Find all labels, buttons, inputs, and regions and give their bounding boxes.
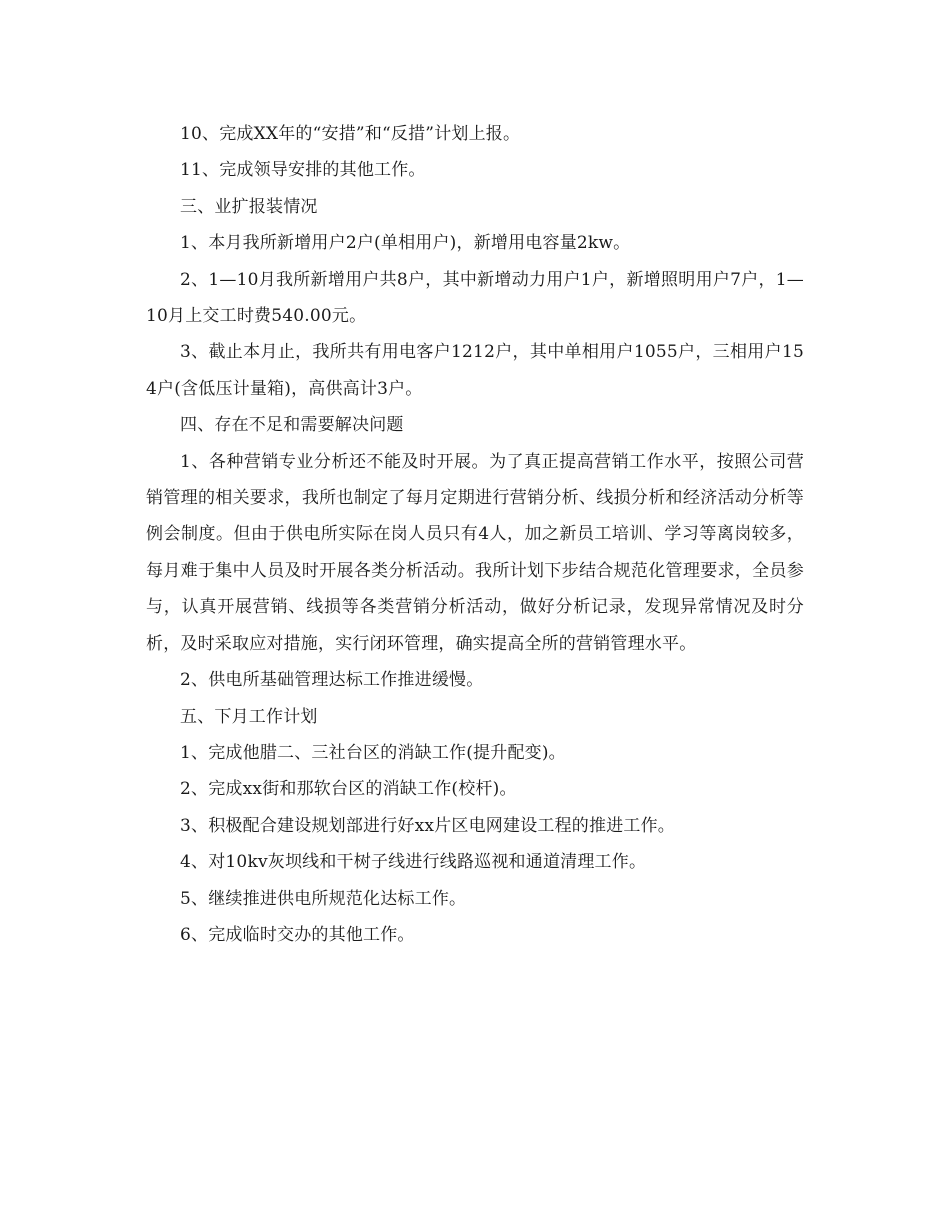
section-5-item-5: 5、继续推进供电所规范化达标工作。 <box>180 888 467 909</box>
section-4-item-1: 1、各种营销专业分析还不能及时开展。为了真正提高营销工作水平，按照公司营销管理的相关要求，我所也制定了每月定期进行营销分析、线损分析和经济活动分析等例会制度。但由于供电所实际在岗人员只有4人，加之新员工培训、学习等离岗较多，每月难于集中人员及时开展各类分析活动。我所计划下步结合规范化管理要求，全员参与，认真开展营销、线损等各类营销分析活动，做好分析记录，发现异常情况及时分析，及时采取应对措施，实行闭环管理，确实提高全所的营销管理水平。 <box>146 451 804 654</box>
section-4-item-2: 2、供电所基础管理达标工作推进缓慢。 <box>180 670 484 691</box>
section-5-item-6: 6、完成临时交办的其他工作。 <box>180 924 415 945</box>
section-5-item-2: 2、完成xx街和那软台区的消缺工作(校杆)。 <box>180 779 517 800</box>
section-5-item-1: 1、完成他腊二、三社台区的消缺工作(提升配变)。 <box>180 742 566 763</box>
section-5-heading: 五、下月工作计划 <box>180 706 318 727</box>
section-5-item-3: 3、积极配合建设规划部进行好xx片区电网建设工程的推进工作。 <box>180 815 675 836</box>
section-3-item-3: 3、截止本月止，我所共有用电客户1212户，其中单相用户1055户，三相用户154户(含低压计量箱)，高供高计3户。 <box>146 342 804 399</box>
section-4-heading: 四、存在不足和需要解决问题 <box>180 415 404 436</box>
section-3-item-1: 1、本月我所新增用户2户(单相用户)，新增用电容量2kw。 <box>180 233 631 254</box>
section-3-heading: 三、业扩报装情况 <box>180 196 318 217</box>
item-10: 10、完成XX年的“安措”和“反措”计划上报。 <box>180 124 521 144</box>
section-3-item-2: 2、1—10月我所新增用户共8户，其中新增动力用户1户，新增照明用户7户，1—10月上交工时费540.00元。 <box>146 269 804 327</box>
item-11: 11、完成领导安排的其他工作。 <box>180 160 426 181</box>
section-5-item-4: 4、对10kv灰坝线和干树子线进行线路巡视和通道清理工作。 <box>180 852 647 873</box>
